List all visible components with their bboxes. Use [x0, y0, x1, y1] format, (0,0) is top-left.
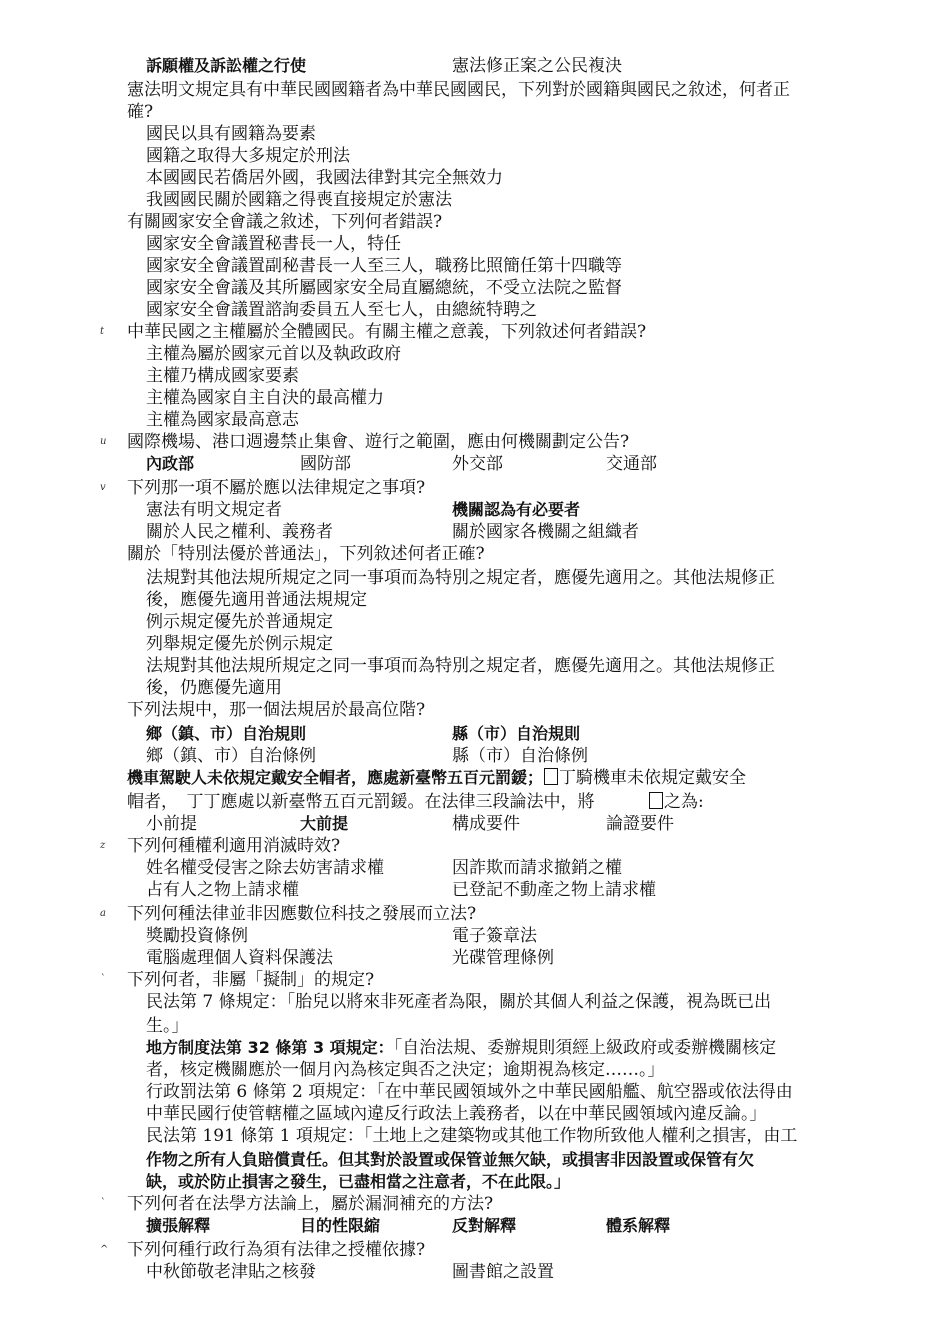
text-line	[0, 1080, 950, 1104]
text-line	[0, 342, 950, 366]
text-cell: 國家安全會議置副秘書長一人至三人，職務比照簡任第十四職等	[146, 256, 622, 276]
text-line	[0, 542, 950, 566]
question-marker: `	[100, 1198, 105, 1209]
text-line	[0, 1102, 950, 1126]
text-line	[0, 144, 950, 168]
text-line	[0, 834, 950, 858]
text-cell: 鄉（鎮、市）自治規則	[146, 724, 307, 743]
text-cell: 國防部	[300, 454, 351, 474]
text-cell: 有關國家安全會議之敘述，下列何者錯誤?	[127, 212, 443, 232]
text-cell: 機關認為有必要者	[452, 500, 581, 519]
text-cell: 國民以具有國籍為要素	[146, 124, 316, 144]
text-line	[0, 744, 950, 768]
text-cell: 外交部	[452, 454, 503, 474]
text-line	[0, 698, 950, 722]
text-line	[0, 968, 950, 992]
text-cell: 列舉規定優先於例示規定	[146, 634, 333, 654]
text-cell: 民法第 191 條第 1 項規定：「土地上之建築物或其他工作物所致他人權利之損害，由工	[146, 1126, 798, 1146]
text-line	[0, 1124, 950, 1148]
text-line	[0, 498, 950, 522]
text-cell: 姓名權受侵害之除去妨害請求權	[146, 858, 384, 878]
text-cell: 帽者， 丁丁應處以新臺幣五百元罰鍰。在法律三段論法中，將	[127, 792, 595, 812]
text-cell: 因詐欺而請求撤銷之權	[452, 858, 622, 878]
text-cell: 鄉（鎮、市）自治條例	[146, 746, 316, 766]
text-cell: 下列何者在法學方法論上，屬於漏洞補充的方法?	[127, 1194, 494, 1214]
text-line	[0, 790, 950, 814]
text-cell: 者，核定機關應於一個月內為核定與否之決定；逾期視為核定……。」	[146, 1060, 665, 1080]
text-cell: 內政部	[146, 454, 195, 473]
text-cell: 國家安全會議及其所屬國家安全局直屬總統，不受立法院之監督	[146, 278, 622, 298]
text-line	[0, 902, 950, 926]
text-line	[0, 1192, 950, 1216]
text-cell: 中華民國行使管轄權之區域內違反行政法上義務者，以在中華民國領域內違反論。」	[146, 1104, 767, 1124]
text-line	[0, 254, 950, 278]
text-line	[0, 78, 950, 102]
text-cell: 已登記不動產之物上請求權	[452, 880, 656, 900]
text-line	[0, 1036, 950, 1060]
text-cell: 缺，或於防止損害之發生，已盡相當之注意者，不在此限。」	[146, 1172, 571, 1191]
text-line	[0, 1260, 950, 1284]
text-line	[0, 122, 950, 146]
text-line	[0, 54, 950, 78]
text-line	[0, 386, 950, 410]
text-cell: 確?	[127, 102, 154, 122]
text-cell: 下列何者，非屬「擬制」的規定?	[127, 970, 375, 990]
text-line	[0, 946, 950, 970]
text-cell: 法規對其他法規所規定之同一事項而為特別之規定者，應優先適用之。其他法規修正	[146, 568, 775, 588]
text-cell: 中秋節敬老津貼之核發	[146, 1262, 316, 1282]
text-line	[0, 364, 950, 388]
text-cell: 交通部	[606, 454, 657, 474]
text-cell: 生。」	[146, 1016, 189, 1036]
text-line	[0, 452, 950, 476]
text-cell: 主權為國家最高意志	[146, 410, 299, 430]
text-line	[0, 1214, 950, 1238]
text-line	[0, 610, 950, 634]
text-line	[0, 520, 950, 544]
text-cell: 占有人之物上請求權	[146, 880, 299, 900]
text-cell: 目的性限縮	[300, 1216, 381, 1235]
text-cell: 電子簽章法	[452, 926, 537, 946]
text-cell: 光碟管理條例	[452, 948, 554, 968]
text-cell: 憲法明文規定具有中華民國國籍者為中華民國國民，下列對於國籍與國民之敘述，何者正	[127, 80, 790, 100]
text-cell: 下列何種權利適用消滅時效?	[127, 836, 341, 856]
text-cell: 下列何種法律並非因應數位科技之發展而立法?	[127, 904, 477, 924]
text-cell: 本國國民若僑居外國，我國法律對其完全無效力	[146, 168, 503, 188]
text-cell: 之為:	[648, 790, 704, 814]
text-cell: 後，應優先適用普通法規規定	[146, 590, 367, 610]
text-line	[0, 676, 950, 700]
text-line	[0, 878, 950, 902]
text-cell: 國際機場、港口週邊禁止集會、遊行之範圍，應由何機關劃定公告?	[127, 432, 630, 452]
text-cell: 主權乃構成國家要素	[146, 366, 299, 386]
text-line	[0, 210, 950, 234]
text-line	[0, 766, 950, 790]
text-cell: 論證要件	[606, 814, 674, 834]
text-cell: 地方制度法第 32 條第 3 項規定：「自治法規、委辦規則須經上級政府或委辦機關核定	[146, 1038, 777, 1058]
text-line	[0, 188, 950, 212]
text-cell: 民法第 7 條規定：「胎兒以將來非死產者為限，關於其個人利益之保護，視為既已出	[146, 992, 772, 1012]
text-cell: 國籍之取得大多規定於刑法	[146, 146, 350, 166]
text-cell: 法規對其他法規所規定之同一事項而為特別之規定者，應優先適用之。其他法規修正	[146, 656, 775, 676]
text-cell: 憲法修正案之公民複決	[452, 56, 622, 76]
text-line	[0, 1014, 950, 1038]
text-line	[0, 476, 950, 500]
text-cell: 大前提	[300, 814, 349, 833]
text-cell: 電腦處理個人資料保護法	[146, 948, 333, 968]
text-cell: 小前提	[146, 814, 197, 834]
text-line	[0, 812, 950, 836]
text-cell: 國家安全會議置秘書長一人，特任	[146, 234, 401, 254]
text-cell: 主權為屬於國家元首以及執政政府	[146, 344, 401, 364]
text-line	[0, 856, 950, 880]
text-line	[0, 1238, 950, 1262]
text-cell: 國家安全會議置諮詢委員五人至七人，由總統特聘之	[146, 300, 537, 320]
text-cell: 中華民國之主權屬於全體國民。有關主權之意義，下列敘述何者錯誤?	[127, 322, 647, 342]
text-line	[0, 990, 950, 1014]
text-cell: 圖書館之設置	[452, 1262, 554, 1282]
text-cell: 反對解釋	[452, 1216, 517, 1235]
text-line	[0, 588, 950, 612]
text-line	[0, 298, 950, 322]
text-cell: 作物之所有人負賠償責任。但其對於設置或保管並無欠缺，或損害非因設置或保管有欠	[146, 1150, 755, 1169]
question-marker: ^	[100, 1244, 109, 1255]
text-line	[0, 232, 950, 256]
placeholder-box-icon	[544, 768, 558, 785]
text-cell: 下列何種行政行為須有法律之授權依據?	[127, 1240, 426, 1260]
text-cell: 例示規定優先於普通規定	[146, 612, 333, 632]
text-line	[0, 1170, 950, 1194]
text-cell: 縣（市）自治規則	[452, 724, 581, 743]
text-line	[0, 632, 950, 656]
text-cell: 縣（市）自治條例	[452, 746, 588, 766]
text-cell: 獎勵投資條例	[146, 926, 248, 946]
question-marker: v	[100, 482, 106, 493]
text-line	[0, 320, 950, 344]
text-line	[0, 1148, 950, 1172]
text-line	[0, 654, 950, 678]
question-marker: z	[100, 840, 106, 851]
text-cell: 關於「特別法優於普通法」，下列敘述何者正確?	[127, 544, 485, 564]
text-cell: 下列那一項不屬於應以法律規定之事項?	[127, 478, 426, 498]
text-line	[0, 1058, 950, 1082]
text-line	[0, 166, 950, 190]
question-marker: u	[100, 436, 107, 447]
text-cell: 構成要件	[452, 814, 520, 834]
text-line	[0, 430, 950, 454]
text-cell: 擴張解釋	[146, 1216, 211, 1235]
question-marker: a	[100, 908, 106, 919]
question-marker: `	[100, 974, 105, 985]
text-line	[0, 924, 950, 948]
text-cell: 關於人民之權利、義務者	[146, 522, 333, 542]
text-cell: 主權為國家自主自決的最高權力	[146, 388, 384, 408]
text-cell: 我國國民關於國籍之得喪直接規定於憲法	[146, 190, 452, 210]
text-cell: 後，仍應優先適用	[146, 678, 282, 698]
text-cell: 憲法有明文規定者	[146, 500, 282, 520]
placeholder-box-icon	[649, 792, 663, 809]
question-marker: t	[100, 326, 105, 337]
text-line	[0, 566, 950, 590]
text-cell: 訴願權及訴訟權之行使	[146, 56, 307, 75]
text-cell: 下列法規中，那一個法規居於最高位階?	[127, 700, 426, 720]
text-cell: 體系解釋	[606, 1216, 671, 1235]
text-cell: 行政罰法第 6 條第 2 項規定：「在中華民國領域外之中華民國船艦、航空器或依法得由	[146, 1082, 793, 1102]
text-line	[0, 408, 950, 432]
text-line	[0, 276, 950, 300]
text-cell: 機車駕駛人未依規定戴安全帽者，應處新臺幣五百元罰鍰； 丁騎機車未依規定戴安全	[127, 768, 747, 788]
text-line	[0, 100, 950, 124]
text-cell: 關於國家各機關之組織者	[452, 522, 639, 542]
text-line	[0, 722, 950, 746]
